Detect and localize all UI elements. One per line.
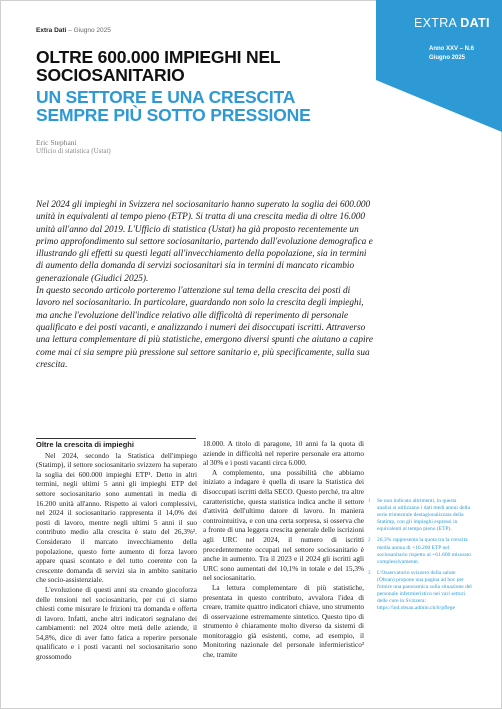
body-paragraph: La lettura complementare di più statistiche, presentata in questo contributo, avvalora l'idea di creare, tramite quattro indicatori chiave, uno strumento di osservazione estremamente sintetico. Questo tipo di strumento è chiaramente molto diverso da sistemi di monitoraggio già esistenti, come, ad esempio, il Monitoring nazionale del personale infermieristico³ che, tramite	[203, 583, 364, 660]
footnote-number: 3	[368, 570, 371, 576]
footnotes	[368, 498, 472, 616]
footnote-number: 2	[368, 538, 371, 544]
header-separator: –	[66, 27, 74, 34]
footnote-text: 26,3% rappresenta la quota tra la crescita media annua di +16.200 ETP nel sociosanitario rispetto al +61.600 misurato complessivamente.	[377, 537, 471, 565]
footnote-text: L'Osservatorio svizzero della salute (Obsan) propone una pagina ad hoc per fornire una panoramica sulla situazione del personale infermieristico nei vari settori delle cure in Svizzera:	[377, 569, 472, 605]
running-header	[36, 27, 111, 34]
body-column-2	[203, 440, 364, 661]
article-title	[36, 49, 280, 84]
footnote-link[interactable]: https://ind.obsan.admin.ch/it/pflege	[377, 605, 456, 612]
body-paragraph: A complemento, una possibilità che abbiamo iniziato a indagare è quella di usare la Statistica dei disoccupati iscritti della SECO. Questo perché, tra altre caratteristiche, questa statistica indica anche il settore d'attività dell'ultimo datore di lavoro. In maniera controintuitiva, e con una certa sorpresa, si osserva che a fronte di una leggera crescita generale delle iscrizioni agli URC nel 2024, il numero di iscritti precedentemente occupati nel settore sociosanitario è anche in aumento. Tra il 2023 e il 2024 gli iscritti agli URC sono aumentati del 10,1% in totale e del 15,3% nel sociosanitario.	[203, 468, 364, 583]
author-block	[36, 138, 111, 156]
title-line: OLTRE 600.000 IMPIEGHI NEL	[36, 47, 281, 67]
body-column-1	[36, 440, 197, 663]
author-name: Eric Stephani	[36, 138, 77, 147]
issue-date: Giugno 2025	[429, 54, 466, 61]
body-paragraph: 18.000. A titolo di paragone, 10 anni fa la quota di aziende in difficoltà nel reperire personale era attorno al 30% e i posti vacanti circa 6.000.	[203, 440, 364, 468]
lead-paragraph: Nel 2024 gli impieghi in Svizzera nel sociosanitario hanno superato la soglia dei 600.000 unità in equivalenti al tempo pieno (ETP). Si tratta di una crescita media di oltre 16.000 unità all'anno dal 2019. L'Ufficio di statistica (Ustat) ha già proposto recentemente un primo approfondimento sul settore sociosanitario, partendo dall'evoluzione demografica e illustrando gli effetti su questi legati all'invecchiamento della popolazione, sia in termini di aumento della domanda di servizi sociosanitari sia in termini di mancato ricambio generazionale (Giudici 2025).	[36, 200, 373, 284]
section-title: Oltre la crescita di impieghi	[36, 440, 134, 449]
issue-info	[429, 45, 474, 62]
issue-number: Anno XXV – N.6	[429, 46, 475, 52]
body-paragraph: L'evoluzione di questi anni sta creando giocoforza delle tensioni nel sociosanitario, per cui ci siamo chiesti come misurare le frizioni tra domanda e offerta di lavoro. Infatti, anche altri indicatori segnalano dei cambiamenti: nel 2024 oltre metà delle aziende, il 54,8%, dice di aver fatto fatica a reperire personale qualificato e i posti vacanti nel sociosanitario sono grossomodo	[36, 585, 197, 662]
footnote	[368, 498, 472, 533]
body-paragraph: Nel 2024, secondo la Statistica dell'impiego (Statimp), il settore sociosanitario svizzero ha superato la soglia dei 600.000 impieghi ETP¹. Detto in altri termini, negli ultimi 5 anni gli impieghi ETP del settore sociosanitario sono aumentati in media di 16.200 unità all'anno. Rispetto ai valori complessivi, nel 2024 il sociosanitario rappresenta il 14,0% dei posti di lavoro, mentre negli ultimi 5 anni il suo contributo medio alla crescita è stato del 26,3%². Considerato il marcato invecchiamento della popolazione, questo forte aumento di forza lavoro appare quasi scontato e del tutto coerente con la crescente domanda di servizi sia in ambito sanitario che socio-assistenziale.	[36, 451, 197, 585]
footnote-text: Se non indicato altrimenti, in questa analisi si utilizzano i dati medi annui della serie trimestrale destagionalizzata della Statimp, con gli impieghi espressi in equivalenti al tempo pieno (ETP).	[377, 498, 471, 533]
author-role: Ufficio di statistica (Ustat)	[36, 147, 111, 155]
article-subtitle	[36, 89, 311, 124]
corner-title	[414, 16, 490, 30]
footnote-number: 1	[368, 499, 371, 504]
subtitle-line: SEMPRE PIÙ SOTTO PRESSIONE	[36, 104, 311, 125]
lead-paragraph: In questo secondo articolo porteremo l'attenzione sul tema della crescita dei posti di lavoro nel sociosanitario. In particolare, guardando non solo la crescita degli impieghi, ma anche l'evoluzione dell'indice relativo alle difficoltà di reperimento di personale qualificato e dei posti vacanti, e analizzando i numeri dei disoccupati iscritti. Attraverso una lettura complementare di più statistiche, emergono diversi spunti che aiutano a capire come mai ci sia sempre più pressione sul settore sanitario e, più specificamente, sulla sua crescita.	[36, 286, 373, 370]
lead-paragraphs	[36, 199, 374, 371]
footnote	[368, 570, 472, 613]
corner-banner	[376, 0, 502, 80]
footnote	[368, 537, 472, 565]
section-rule	[36, 438, 196, 439]
corner-title-bold: DATI	[460, 16, 490, 30]
header-brand: Extra Dati	[36, 27, 67, 34]
title-line: SOCIOSANITARIO	[36, 64, 185, 85]
header-date: Giugno 2025	[73, 27, 111, 34]
subtitle-line: UN SETTORE E UNA CRESCITA	[36, 87, 296, 107]
corner-title-prefix: EXTRA	[414, 16, 457, 30]
